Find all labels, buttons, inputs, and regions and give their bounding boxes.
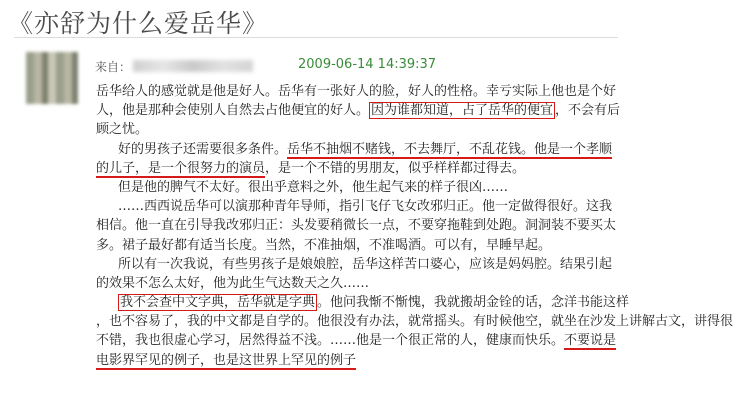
- underlined-text: 电影界罕见的例子，也是这世界上罕见的例子: [96, 352, 357, 368]
- body-line: [96, 236, 616, 255]
- avatar[interactable]: [26, 52, 78, 104]
- text-segment: ，是一个不错的男朋友，似乎样样都过得去。: [265, 160, 526, 176]
- text-segment: 所以有一次我说，有些男孩子是娘娘腔，岳华这样苦口婆心，应该是妈妈腔。结果引起: [118, 256, 613, 272]
- body-line: [96, 274, 616, 293]
- body-line: [96, 82, 616, 101]
- text-segment: 。他问我惭不惭愧，我就搬胡金铨的话，念洋书能这样: [317, 295, 630, 311]
- from-label: 来自：: [95, 60, 132, 74]
- body-line: [96, 216, 616, 235]
- text-segment: 不错，我也很虚心学习，居然得益不浅。……他是一个很正常的人，健康而快乐。: [96, 333, 565, 349]
- body-line: [96, 197, 616, 216]
- text-segment: 顾之忧。: [96, 122, 149, 138]
- body-line: [96, 255, 616, 274]
- article-body: [96, 82, 733, 370]
- text-segment: 相信。他一直在引导我改邪归正：头发要稍微长一点，不要穿拖鞋到处跑。洞洞装不要买太: [96, 218, 617, 234]
- text-segment: 但是他的脾气不太好。很出乎意料之外，他生起气来的样子很凶……: [118, 179, 509, 195]
- text-segment: 好的男孩子还需要很多条件。: [118, 141, 288, 157]
- title-divider: [14, 37, 618, 38]
- body-line: [96, 331, 616, 350]
- text-segment: ，也不容易了，我的中文都是自学的。他很没有办法，就常摇头。有时候他空，就坐在沙发上讲解古文，讲得很: [96, 314, 733, 330]
- text-segment: ……西西说岳华可以演那种青年导师，指引飞仔飞女改邪归正。他一定做得很好。这我: [118, 199, 613, 215]
- body-line: [96, 101, 621, 120]
- body-line: [96, 140, 616, 159]
- body-line: [96, 293, 630, 312]
- text-segment: 人，他是那种会使别人自然去占他便宜的好人。: [96, 103, 370, 119]
- underlined-text: 岳华不抽烟不赌钱，不去舞厅，不乱花钱。他是一个孝顺: [287, 141, 613, 157]
- post-timestamp: 2009-06-14 14:39:37: [298, 57, 437, 72]
- article-title: 《亦舒为什么爱岳华》: [8, 9, 269, 38]
- text-segment: 的效果不怎么太好，他为此生气达数天之久……: [96, 275, 370, 291]
- text-segment: 多。裙子最好都有适当长度。当然，不准抽烟，不准喝酒。可以有，早睡早起。: [96, 237, 552, 253]
- underlined-text: 的儿子，是一个很努力的演员: [96, 160, 266, 176]
- highlight-box: 因为谁都知道，占了岳华的便宜: [371, 103, 554, 119]
- highlight-box: 我不会查中文字典，岳华就是字典: [120, 295, 316, 311]
- body-line: [96, 351, 616, 370]
- body-line: [96, 312, 733, 331]
- body-line: [96, 120, 616, 139]
- blurred-username: [133, 60, 253, 72]
- body-line: [96, 178, 616, 197]
- body-line: [96, 159, 616, 178]
- text-segment: 岳华给人的感觉就是他是好人。岳华有一张好人的脸，好人的性格。幸亏实际上他也是个好: [96, 84, 617, 99]
- post-source: [95, 58, 253, 75]
- text-segment: ，不会有后: [555, 103, 621, 119]
- underlined-text: 不要说是: [564, 333, 617, 349]
